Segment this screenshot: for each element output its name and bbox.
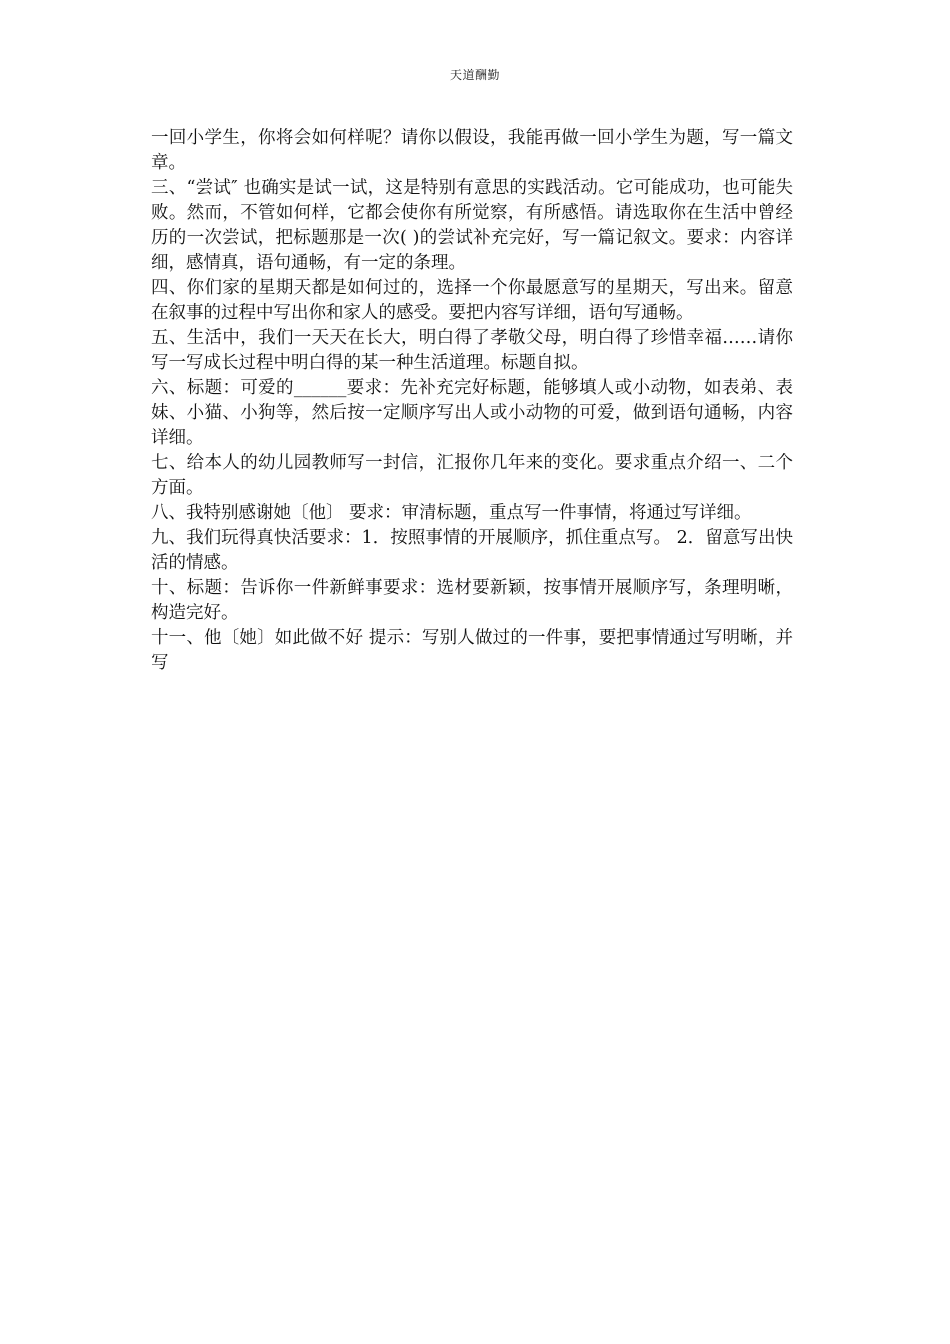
paragraph-intro: 一回小学生，你将会如何样呢？请你以假设，我能再做一回小学生为题，写一篇文章。 xyxy=(151,128,793,173)
paragraph-item-5: 五、生活中，我们一天天在长大，明白得了孝敬父母，明白得了珍惜幸福……请你写一写成长过程中明白得的某一种生活道理。标题自拟。 xyxy=(151,328,793,373)
paragraph-item-7: 七、给本人的幼儿园教师写一封信，汇报你几年来的变化。要求重点介绍一、二个方面。 xyxy=(151,453,793,498)
paragraph-item-4: 四、你们家的星期天都是如何过的，选择一个你最愿意写的星期天，写出来。留意在叙事的过程中写出你和家人的感受。要把内容写详细，语句写通畅。 xyxy=(151,278,793,323)
paragraph-item-11: 十一、他〔她〕如此做不好 提示：写别人做过的一件事，要把事情通过写明晰，并写 xyxy=(151,628,793,673)
paragraph-item-6: 六、标题：可爱的______要求：先补充完好标题，能够填人或小动物，如表弟、表妹、小猫、小狗等，然后按一定顺序写出人或小动物的可爱，做到语句通畅，内容详细。 xyxy=(151,378,793,448)
page-header: 天道酬勤 xyxy=(449,68,500,82)
paragraph-item-8: 八、我特别感谢她〔他〕 要求：审清标题，重点写一件事情，将通过写详细。 xyxy=(151,503,752,523)
paragraph-item-9: 九、我们玩得真快活要求：1．按照事情的开展顺序，抓住重点写。 2．留意写出快活的情感。 xyxy=(151,528,793,573)
paragraph-item-3: 三、“尝试″ 也确实是试一试，这是特别有意思的实践活动。它可能成功，也可能失败。然而，不管如何样，它都会使你有所觉察，有所感悟。请选取你在生活中曾经历的一次尝试，把标题那是一次( )的尝试补充完好，写一篇记叙文。要求：内容详细，感情真，语句通畅，有一定的条理。 xyxy=(151,178,793,273)
paragraph-item-10: 十、标题：告诉你一件新鲜事要求：选材要新颖，按事情开展顺序写，条理明晰，构造完好。 xyxy=(151,578,793,623)
document-body xyxy=(151,126,793,676)
